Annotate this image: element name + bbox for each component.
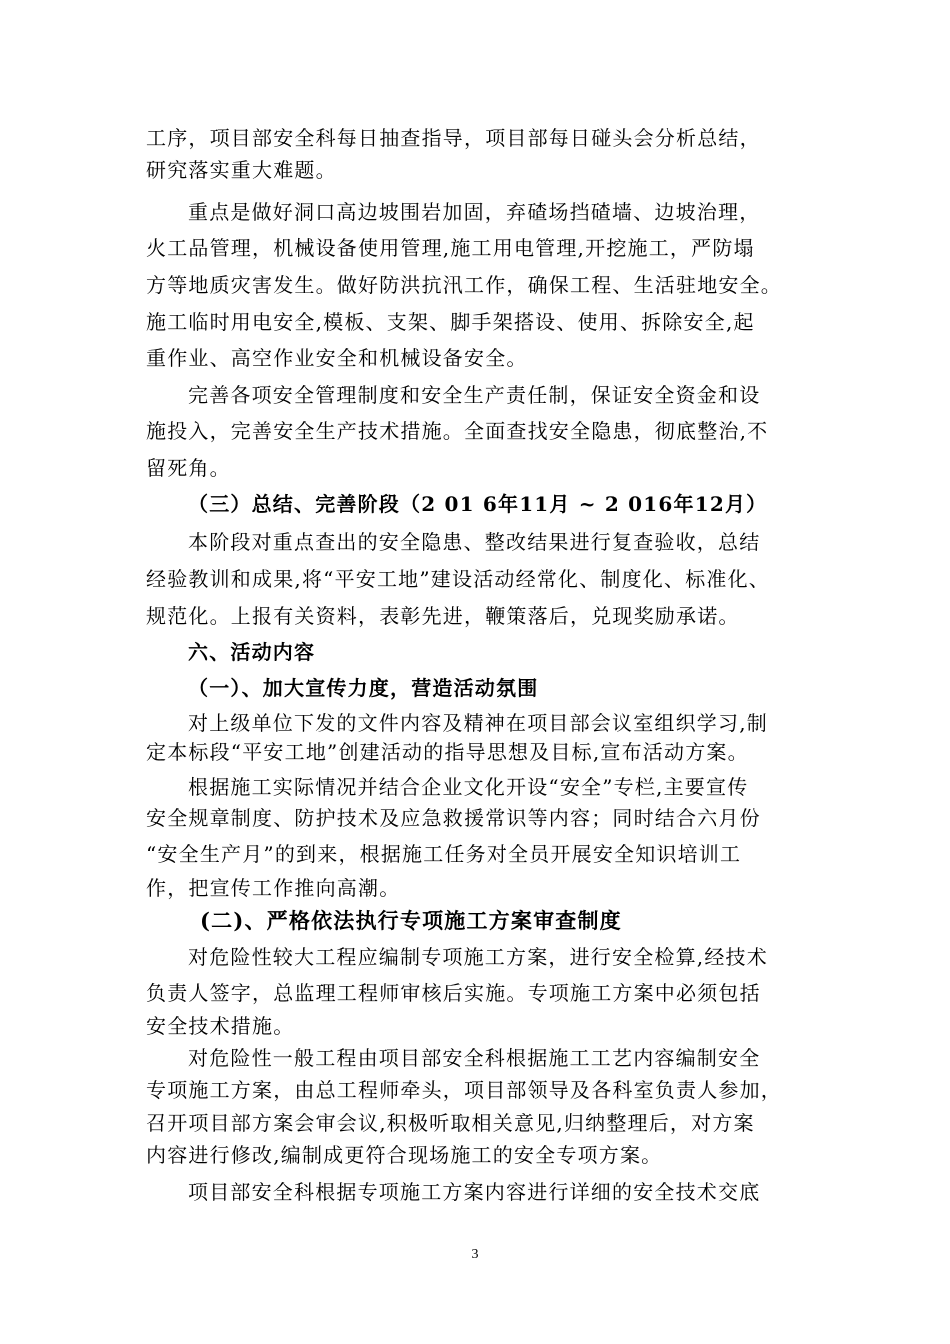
body-text-line: 专项施工方案，由总工程师牵头，项目部领导及各科室负责人参加， — [146, 1078, 782, 1102]
body-text-line: 对危险性一般工程由项目部安全科根据施工工艺内容编制安全 — [188, 1046, 761, 1070]
body-text-line: 内容进行修改,编制成更符合现场施工的安全专项方案。 — [146, 1143, 663, 1167]
body-text-line: 根据施工实际情况并结合企业文化开设“安全”专栏,主要宣传 — [188, 775, 749, 799]
body-text-line: 安全技术措施。 — [146, 1014, 295, 1038]
body-text-line: 安全规章制度、防护技术及应急救援常识等内容；同时结合六月份 — [146, 806, 761, 830]
body-text-line: 经验教训和成果,将“平安工地”建设活动经常化、制度化、标准化、 — [146, 567, 771, 591]
section-heading: （三）总结、完善阶段（2 01 6年11月 ~ 2 016年12月） — [188, 492, 768, 516]
body-text-line: 施投入，完善安全生产技术措施。全面查找安全隐患，彻底整治,不 — [146, 419, 769, 443]
body-text-line: 方等地质灾害发生。做好防洪抗汛工作，确保工程、生活驻地安全。 — [146, 273, 782, 297]
section-heading: （一）、加大宣传力度，营造活动氛围 — [188, 676, 539, 700]
body-text-line: 重作业、高空作业安全和机械设备安全。 — [146, 346, 528, 370]
body-text-line: 项目部安全科根据专项施工方案内容进行详细的安全技术交底 — [188, 1180, 761, 1204]
body-text-line: 作，把宣传工作推向高潮。 — [146, 876, 401, 900]
body-text-line: 负责人签字，总监理工程师审核后实施。专项施工方案中必须包括 — [146, 981, 761, 1005]
body-text-line: 完善各项安全管理制度和安全生产责任制，保证安全资金和设 — [188, 383, 761, 407]
body-text-line: 定本标段“平安工地”创建活动的指导思想及目标,宣布活动方案。 — [146, 740, 749, 764]
body-text-line: 对危险性较大工程应编制专项施工方案，进行安全检算,经技术 — [188, 945, 768, 969]
page-number: 3 — [471, 1247, 479, 1262]
body-text-line: 规范化。上报有关资料，表彰先进，鞭策落后，兑现奖励承诺。 — [146, 604, 740, 628]
body-text-line: 重点是做好洞口高边坡围岩加固，弃碴场挡碴墙、边坡治理， — [188, 200, 761, 224]
section-heading: (二)、严格依法执行专项施工方案审查制度 — [200, 908, 622, 933]
body-text-line: 火工品管理，机械设备使用管理,施工用电管理,开挖施工，严防塌 — [146, 236, 755, 260]
body-text-line: 工序，项目部安全科每日抽查指导，项目部每日碰头会分析总结， — [146, 126, 761, 150]
body-text-line: “安全生产月”的到来，根据施工任务对全员开展安全知识培训工 — [146, 842, 742, 866]
body-text-line: 召开项目部方案会审会议,积极听取相关意见,归纳整理后，对方案 — [146, 1111, 755, 1135]
body-text-line: 对上级单位下发的文件内容及精神在项目部会议室组织学习,制 — [188, 711, 768, 735]
body-text-line: 留死角。 — [146, 456, 231, 480]
body-text-line: 本阶段对重点查出的安全隐患、整改结果进行复查验收，总结 — [188, 530, 761, 554]
body-text-line: 施工临时用电安全,模板、支架、脚手架搭设、使用、拆除安全,起 — [146, 310, 755, 334]
body-text-line: 研究落实重大难题。 — [146, 158, 337, 182]
section-heading: 六、活动内容 — [188, 640, 316, 664]
